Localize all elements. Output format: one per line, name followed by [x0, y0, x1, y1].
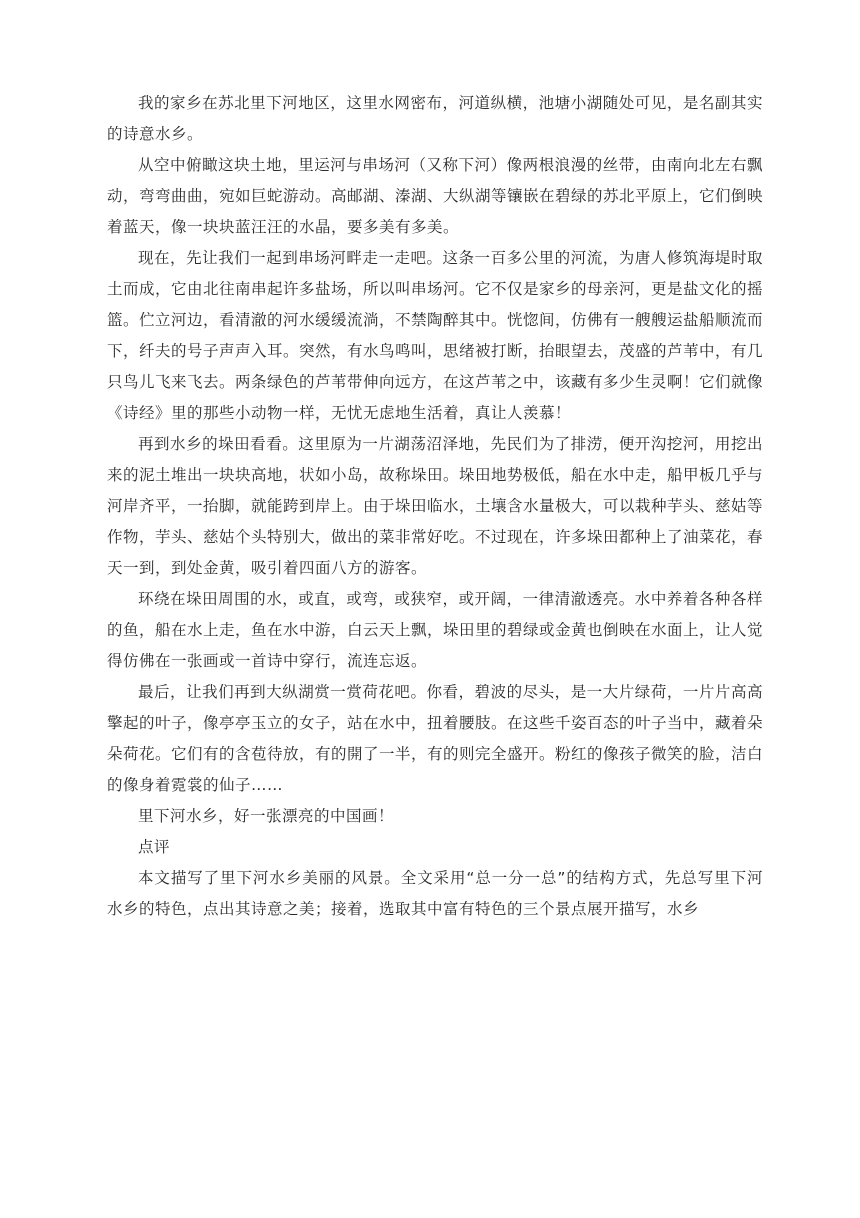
paragraph-aerial-view: 从空中俯瞰这块土地，里运河与串场河（又称下河）像两根浪漫的丝带，由南向北左右飘动，弯弯曲曲，宛如巨蛇游动。高邮湖、溱湖、大纵湖等镶嵌在碧绿的苏北平原上，它们倒映着蓝天，像一块块蓝汪汪的水晶，要多美有多美。 — [107, 156, 764, 236]
paragraph-intro: 我的家乡在苏北里下河地区，这里水网密布，河道纵横，池塘小湖随处可见，是名副其实的诗意水乡。 — [107, 94, 763, 143]
paragraph-conclusion: 里下河水乡，好一张漂亮的中国画！ — [138, 807, 395, 825]
paragraph-water: 环绕在垛田周围的水，或直，或弯，或狭窄，或开阔，一律清澈透亮。水中养着各种各样的鱼，船在水上走，鱼在水中游，白云天上飘，垛田里的碧绿或金黄也倒映在水面上，让人觉得仿佛在一张画或一首诗中穿行，流连忘返。 — [107, 590, 764, 670]
paragraph-comment-heading: 点评 — [138, 838, 171, 856]
paragraph-comment: 本文描写了里下河水乡美丽的风景。全文采用“总一分一总”的结构方式，先总写里下河水乡的特色，点出其诗意之美；接着，选取其中富有特色的三个景点展开描写，水乡 — [107, 869, 763, 918]
document-page — [107, 88, 763, 925]
paragraph-chuanchang-river: 现在，先让我们一起到串场河畔走一走吧。这条一百多公里的河流，为唐人修筑海堤时取土而成，它由北往南串起许多盐场，所以叫串场河。它不仅是家乡的母亲河，更是盐文化的摇篮。伫立河边，看清澈的河水缓缓流淌，不禁陶醉其中。恍惚间，仿佛有一艘艘运盐船顺流而下，纤夫的号子声声入耳。突然，有水鸟鸣叫，思绪被打断，抬眼望去，茂盛的芦苇中，有几只鸟儿飞来飞去。两条绿色的芦苇带伸向远方，在这芦苇之中，该藏有多少生灵啊！它们就像《诗经》里的那些小动物一样，无忧无虑地生活着，真让人羡慕！ — [107, 249, 764, 422]
paragraph-lotus: 最后，让我们再到大纵湖赏一赏荷花吧。你看，碧波的尽头，是一大片绿荷，一片片高高擎起的叶子，像亭亭玉立的女子，站在水中，扭着腰肢。在这些千姿百态的叶子当中，藏着朵朵荷花。它们有的含苞待放，有的開了一半，有的则完全盛开。粉红的像孩子微笑的脸，洁白的像身着霓裳的仙子…… — [107, 683, 764, 794]
paragraph-duotian: 再到水乡的垛田看看。这里原为一片湖荡沼泽地，先民们为了排涝，便开沟挖河，用挖出来的泥土堆出一块块高地，状如小岛，故称垛田。垛田地势极低，船在水中走，船甲板几乎与河岸齐平，一抬脚，就能跨到岸上。由于垛田临水，土壤含水量极大，可以栽种芋头、慈姑等作物，芋头、慈姑个头特别大，做出的菜非常好吃。不过现在，许多垛田都种上了油菜花，春天一到，到处金黄，吸引着四面八方的游客。 — [107, 435, 764, 577]
